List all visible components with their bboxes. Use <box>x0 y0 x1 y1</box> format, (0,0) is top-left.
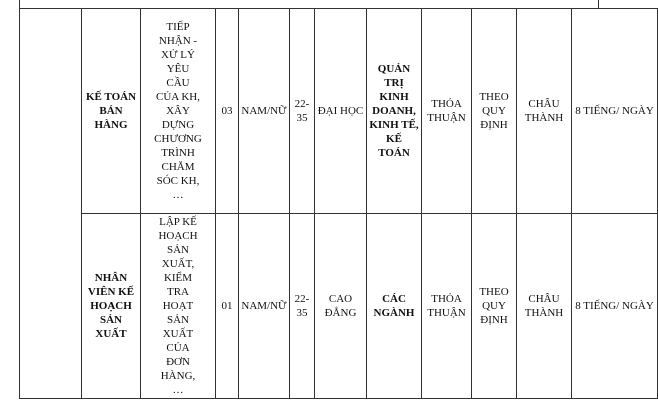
location-cell: CHÂU THÀNH <box>517 214 572 399</box>
benefits-cell: THEO QUY ĐỊNH <box>472 214 517 399</box>
description-cell: LẬP KẾ HOẠCH SẢN XUẤT, KIỂM TRA HOẠT SẢN XUẤT CỦA ĐƠN HÀNG, … <box>141 214 216 399</box>
gender-cell: NAM/NỮ <box>239 214 290 399</box>
table-row <box>20 214 658 399</box>
education-cell: CAO ĐẲNG <box>315 214 367 399</box>
salary-cell: THỎA THUẬN <box>422 9 472 214</box>
major-cell: QUẢN TRỊ KINH DOANH, KINH TẾ, KẾ TOÁN <box>367 9 422 214</box>
quantity-cell: 03 <box>216 9 239 214</box>
major-cell: CÁC NGÀNH <box>367 214 422 399</box>
benefits-cell: THEO QUY ĐỊNH <box>472 9 517 214</box>
location-cell: CHÂU THÀNH <box>517 9 572 214</box>
salary-cell: THỎA THUẬN <box>422 214 472 399</box>
education-cell: ĐẠI HỌC <box>315 9 367 214</box>
table-row <box>20 9 658 214</box>
age-cell: 22- 35 <box>290 9 315 214</box>
job-listing-table <box>19 8 658 399</box>
position-cell: NHÂN VIÊN KẾ HOẠCH SẢN XUẤT <box>82 214 141 399</box>
hours-cell: 8 TIẾNG/ NGÀY <box>572 9 658 214</box>
description-cell: TIẾP NHẬN - XỬ LÝ YÊU CẦU CỦA KH, XÂY DỰNG CHƯƠNG TRÌNH CHĂM SÓC KH, … <box>141 9 216 214</box>
quantity-cell: 01 <box>216 214 239 399</box>
age-cell: 22- 35 <box>290 214 315 399</box>
position-cell: KẾ TOÁN BÁN HÀNG <box>82 9 141 214</box>
hours-cell: 8 TIẾNG/ NGÀY <box>572 214 658 399</box>
blank-cell <box>20 9 82 399</box>
gender-cell: NAM/NỮ <box>239 9 290 214</box>
